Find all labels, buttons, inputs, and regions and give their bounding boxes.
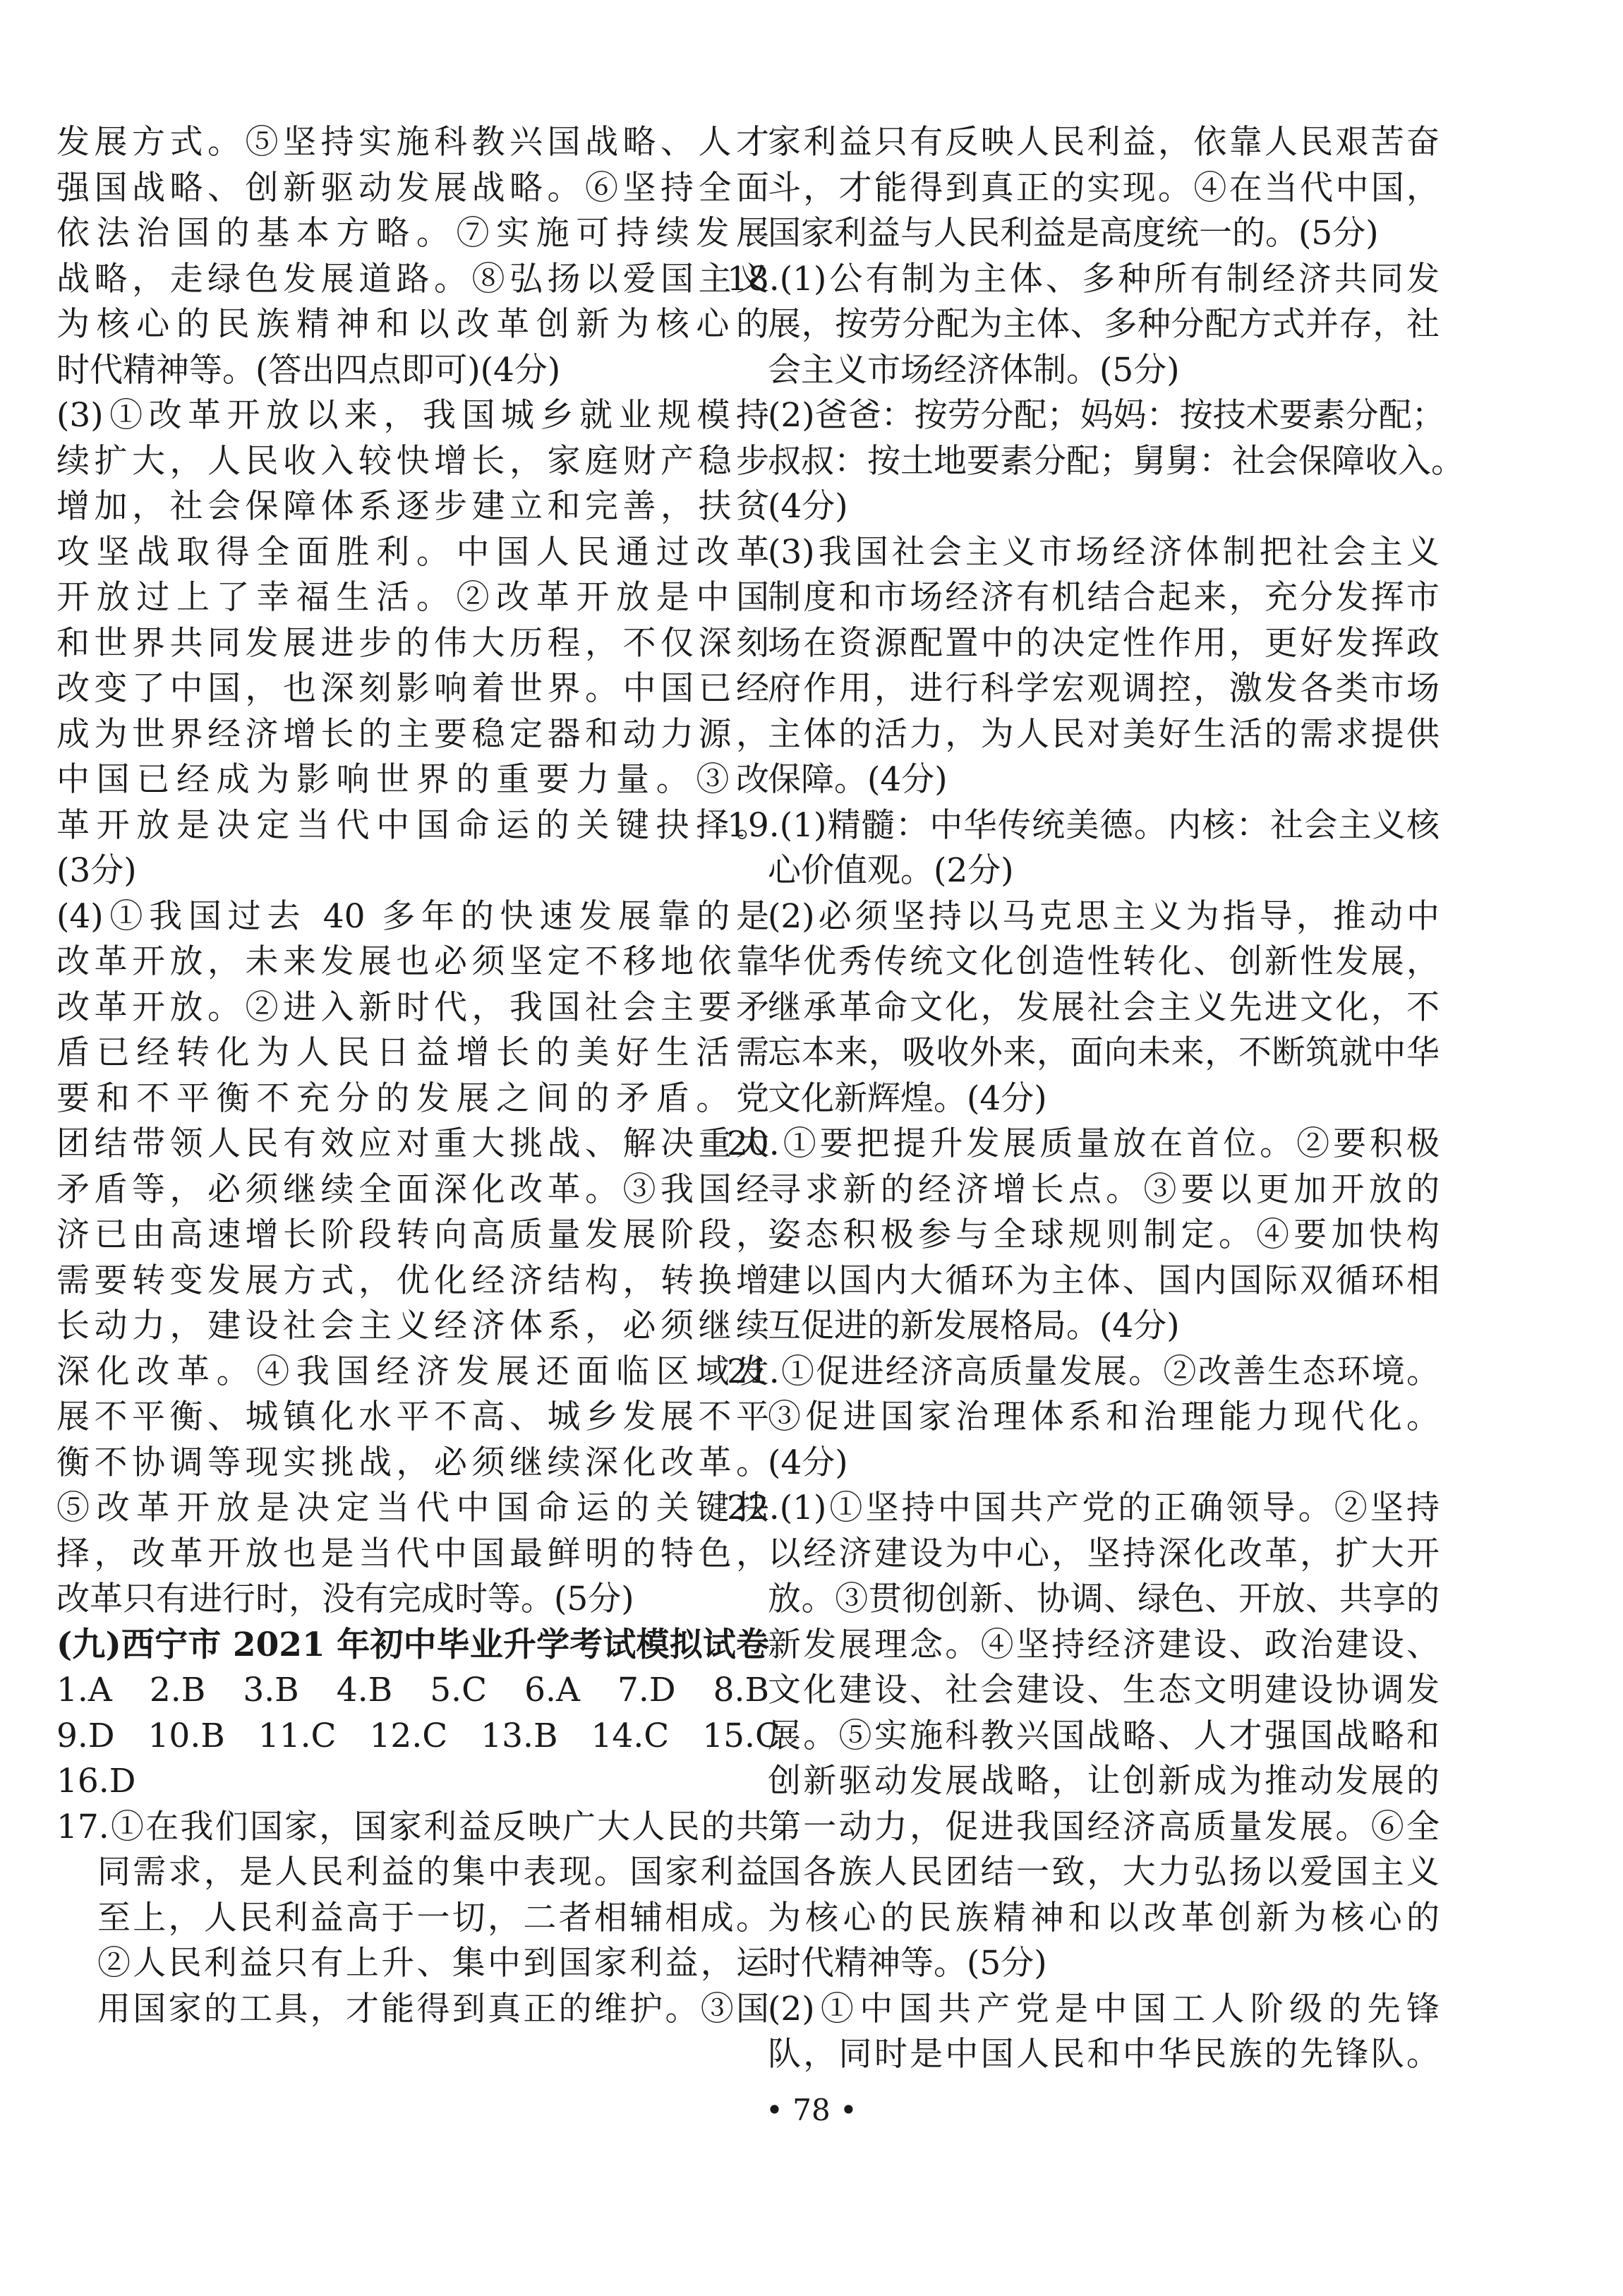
text-line: 改革开放，未来发展也必须坚定不移地依靠 [56,942,769,981]
text-line: 第一动力，促进我国经济高质量发展。⑥全 [768,1807,1440,1846]
text-line: 互促进的新发展格局。(4分) [768,1306,1180,1345]
text-line: 制度和市场经济有机结合起来，充分发挥市 [768,578,1440,617]
text-line: 改变了中国，也深刻影响着世界。中国已经 [56,669,769,708]
text-line: 展，按劳分配为主体、多种分配方式并存，社 [768,305,1440,344]
text-line: 姿态积极参与全球规则制定。④要加快构 [768,1215,1440,1254]
text-line: (4)①我国过去 40 多年的快速发展靠的是 [56,896,769,936]
text-line: ⑤改革开放是决定当代中国命运的关键抉 [56,1489,769,1527]
text-line: 成为世界经济增长的主要稳定器和动力源， [56,714,769,754]
text-line: 和世界共同发展进步的伟大历程，不仅深刻 [56,623,769,663]
text-line: 国各族人民团结一致，大力弘扬以爱国主义 [768,1853,1440,1892]
text-line: 16.D [56,1762,136,1801]
text-line: 为核心的民族精神和以改革创新为核心的 [768,1898,1440,1937]
text-line: 济已由高速增长阶段转向高质量发展阶段， [56,1215,769,1254]
text-line: 长动力，建设社会主义经济体系，必须继续 [56,1306,769,1345]
text-line: (2)爸爸：按劳分配；妈妈：按技术要素分配； [768,396,1445,435]
text-line: 主体的活力，为人民对美好生活的需求提供 [768,714,1440,754]
text-line: 会主义市场经济体制。(5分) [768,350,1180,390]
text-line: 22.(1)①坚持中国共产党的正确领导。②坚持 [727,1489,1440,1527]
text-line: 21.①促进经济高质量发展。②改善生态环境。 [727,1352,1440,1391]
text-line: 华优秀传统文化创造性转化、创新性发展， [768,942,1440,981]
text-line: 强国战略、创新驱动发展战略。⑥坚持全面 [56,168,769,208]
text-line: 创新驱动发展战略，让创新成为推动发展的 [768,1762,1440,1801]
text-line: 文化建设、社会建设、生态文明建设协调发 [768,1671,1440,1709]
text-line: (2)必须坚持以马克思主义为指导，推动中 [768,896,1440,936]
text-line: 19.(1)精髓：中华传统美德。内核：社会主义核 [727,805,1440,845]
text-line: 国家利益与人民利益是高度统一的。(5分) [768,214,1379,253]
text-line: 依法治国的基本方略。⑦实施可持续发展 [56,214,769,253]
text-line: 忘本来，吸收外来，面向未来，不断筑就中华 [768,1033,1440,1072]
text-line: 时代精神等。(答出四点即可)(4分) [56,350,561,390]
text-line: 衡不协调等现实挑战，必须继续深化改革。 [56,1443,769,1482]
text-line: 中国已经成为影响世界的重要力量。③改 [56,760,769,799]
text-line: (3分) [56,851,137,890]
text-line: 择，改革开放也是当代中国最鲜明的特色， [56,1534,769,1573]
text-line: 深化改革。④我国经济发展还面临区域发 [56,1352,769,1391]
text-line: 增加，社会保障体系逐步建立和完善，扶贫 [56,487,769,526]
text-line: 盾已经转化为人民日益增长的美好生活需 [56,1033,769,1072]
text-line: 要和不平衡不充分的发展之间的矛盾。党 [56,1078,769,1118]
text-line: 文化新辉煌。(4分) [768,1078,1047,1118]
text-line: 为核心的民族精神和以改革创新为核心的 [56,305,769,344]
text-line: 时代精神等。(5分) [768,1944,1047,1983]
text-line: (3)我国社会主义市场经济体制把社会主义 [768,532,1440,572]
text-line: 改革只有进行时，没有完成时等。(5分) [56,1580,634,1618]
page-number: • 78 • [766,2093,857,2127]
left-column [56,120,780,2032]
text-line: ③促进国家治理体系和治理能力现代化。 [768,1398,1440,1436]
text-line: 新发展理念。④坚持经济建设、政治建设、 [768,1625,1440,1664]
text-line: 至上，人民利益高于一切，二者相辅相成。 [97,1898,769,1937]
text-line: 需要转变发展方式，优化经济结构，转换增 [56,1261,769,1300]
text-line: 开放过上了幸福生活。②改革开放是中国 [56,578,769,617]
text-line: 18.(1)公有制为主体、多种所有制经济共同发 [727,259,1440,299]
text-line: 心价值观。(2分) [768,851,1014,890]
text-line: 府作用，进行科学宏观调控，激发各类市场 [768,669,1440,708]
text-line: (2)①中国共产党是中国工人阶级的先锋 [768,1989,1440,2028]
text-line: 家利益只有反映人民利益，依靠人民艰苦奋 [768,123,1440,162]
text-line: 寻求新的经济增长点。③要以更加开放的 [768,1170,1440,1209]
text-line: 用国家的工具，才能得到真正的维护。③国 [97,1989,769,2028]
text-line: 1.A 2.B 3.B 4.B 5.C 6.A 7.D 8.B [56,1671,769,1709]
text-line: 叔叔：按土地要素分配；舅舅：社会保障收入。 [768,441,1464,481]
text-line: 场在资源配置中的决定性作用，更好发挥政 [768,623,1440,663]
text-line: 展。⑤实施科教兴国战略、人才强国战略和 [768,1716,1440,1755]
text-line: 队，同时是中国人民和中华民族的先锋队。 [768,2035,1440,2074]
text-line: (4分) [768,487,848,526]
text-line: 放。③贯彻创新、协调、绿色、开放、共享的 [768,1580,1440,1618]
text-line: (3)①改革开放以来，我国城乡就业规模持 [56,396,769,435]
text-line: 建以国内大循环为主体、国内国际双循环相 [768,1261,1440,1300]
text-line: 展不平衡、城镇化水平不高、城乡发展不平 [56,1398,769,1436]
text-line: 攻坚战取得全面胜利。中国人民通过改革 [56,532,769,572]
right-column [727,120,1464,2078]
text-line: 9.D 10.B 11.C 12.C 13.B 14.C 15.C [56,1716,780,1755]
text-line: ②人民利益只有上升、集中到国家利益，运 [97,1944,769,1983]
text-line: 改革开放。②进入新时代，我国社会主要矛 [56,987,769,1027]
text-line: 20.①要把提升发展质量放在首位。②要积极 [727,1124,1440,1163]
text-line: 发展方式。⑤坚持实施科教兴国战略、人才 [56,123,769,162]
text-line: 革开放是决定当代中国命运的关键抉择。 [56,805,769,845]
text-line: 同需求，是人民利益的集中表现。国家利益 [97,1853,769,1892]
text-line: 战略，走绿色发展道路。⑧弘扬以爱国主义 [56,259,769,299]
text-line: 17.①在我们国家，国家利益反映广大人民的共 [56,1807,769,1846]
text-line: 以经济建设为中心，坚持深化改革，扩大开 [768,1534,1440,1573]
text-line: 团结带领人民有效应对重大挑战、解决重大 [56,1124,769,1163]
text-line: (4分) [768,1443,848,1482]
text-line: 继承革命文化，发展社会主义先进文化，不 [768,987,1440,1027]
text-line: 斗，才能得到真正的实现。④在当代中国， [768,168,1440,208]
text-line: (九)西宁市 2021 年初中毕业升学考试模拟试卷 [56,1625,769,1664]
text-line: 矛盾等，必须继续全面深化改革。③我国经 [56,1170,769,1209]
text-line: 续扩大，人民收入较快增长，家庭财产稳步 [56,441,769,481]
text-line: 保障。(4分) [768,760,948,799]
